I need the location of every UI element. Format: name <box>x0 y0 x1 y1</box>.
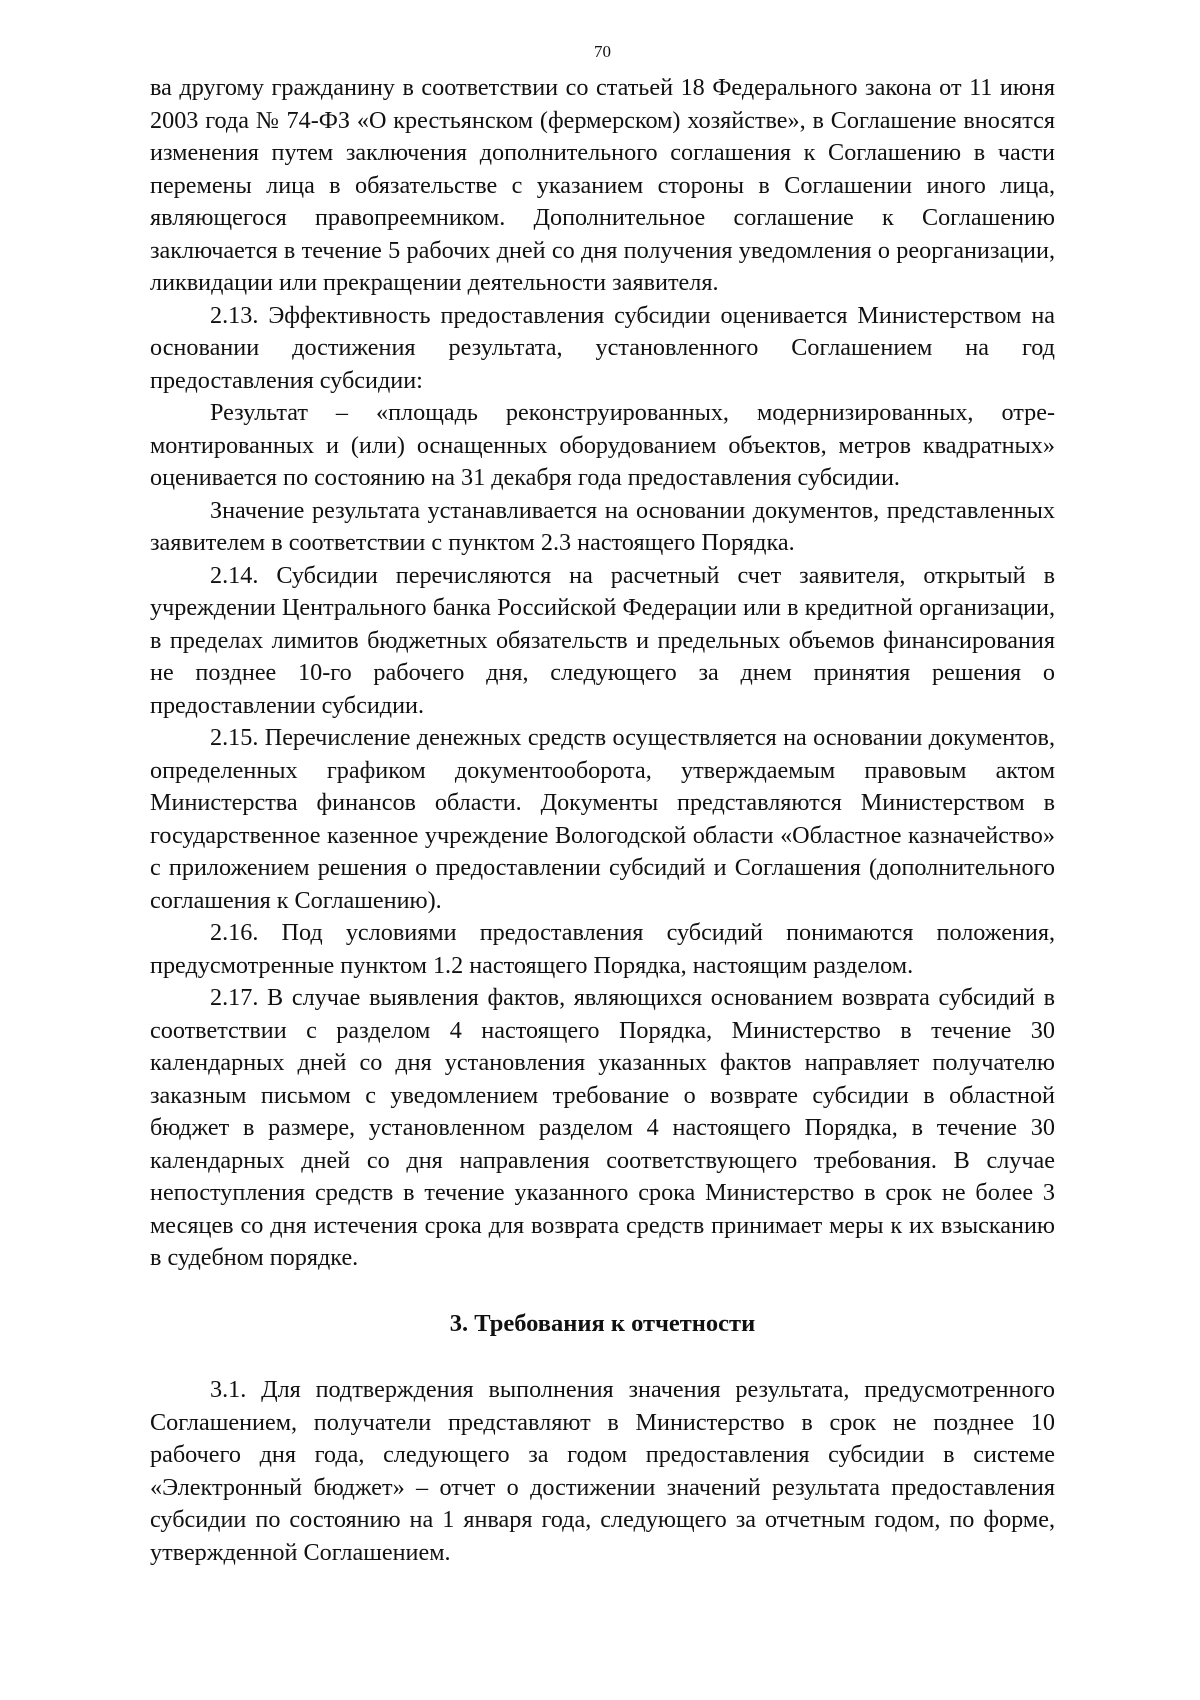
paragraph-2-16: 2.16. Под условиями предоставления субсидий понимаются положения, предусмотренные пунктом 1.2 настоящего Порядка, настоящим разделом. <box>150 919 1055 979</box>
section-heading: 3. Требования к отчетности <box>449 1309 756 1337</box>
paragraph-result: Результат – «площадь реконструированных, модернизированных, отремонтированных и (или) оснащенных оборудованием объектов, метров квадратных» оценивается по состоянию на 31 декабря года предоставления субсидии. <box>150 399 1055 491</box>
paragraph-2-14: 2.14. Субсидии перечисляются на расчетный счет заявителя, открытый в учреждении Центрального банка Российской Федерации или в кредитной организации, в пределах лимитов бюджетных обязательств и предельных объемов финансирования не позднее 10-го рабочего дня, следующего за днем принятия решения о предоставлении субсидии. <box>150 561 1055 719</box>
paragraph-result-value: Значение результата устанавливается на основании документов, представленных заявителем в соответствии с пунктом 2.3 настоящего Порядка. <box>150 496 1055 556</box>
document-page <box>150 42 1055 1682</box>
paragraph: ва другому гражданину в соответствии со статьей 18 Федерального закона от 11 июня 2003 года № 74-ФЗ «О крестьянском (фермерском) хозяйстве», в Соглашение вносятся изменения путем заключения дополнительного соглашения к Соглашению в части перемены лица в обязательстве с указанием стороны в Соглашении иного лица, являющегося правопреемником. Дополнительное соглашение к Соглашению заключается в течение 5 рабочих дней со дня получения уведомления о реорганизации, ликвидации или прекращении деятельности заявителя. <box>150 74 1055 296</box>
paragraph-2-15: 2.15. Перечисление денежных средств осуществляется на основании документов, определенных графиком документооборота, утверждаемым правовым актом Министерства финансов области. Документы представляются Министерством в государственное казенное учреждение Вологодской области «Областное казначейство» с приложением решения о предоставлении субсидий и Соглашения (дополнительного соглашения к Соглашению). <box>150 724 1055 914</box>
paragraph-2-13: 2.13. Эффективность предоставления субсидии оценивается Министерством на основании достижения результата, установленного Соглашением на год предоставления субсидии: <box>150 301 1055 394</box>
paragraph-3-1: 3.1. Для подтверждения выполнения значения результата, предусмотренного Соглашением, получатели представляют в Министерство в срок не позднее 10 рабочего дня года, следующего за годом предоставления субсидии в системе «Электронный бюджет» – отчет о достижении значений результата предоставления субсидии по состоянию на 1 января года, следующего за отчетным годом, по форме, утвержденной Соглашением. <box>150 1376 1055 1566</box>
body-text-bottom <box>150 1374 1055 1569</box>
page-number: 70 <box>594 42 611 61</box>
paragraph-2-17: 2.17. В случае выявления фактов, являющихся основанием возврата субсидий в соответствии с разделом 4 настоящего Порядка, Министерство в течение 30 календарных дней со дня установления указанных фактов направляет получателю заказным письмом с уведомлением требование о возврате субсидии в областной бюджет в размере, установленном разделом 4 настоящего Порядка, в течение 30 календарных дней со дня направления соответствующего требования. В случае непоступления средств в течение указанного срока Министерство в срок не более 3 месяцев со дня истечения срока для возврата средств принимает меры к их взысканию в судебном порядке. <box>150 984 1055 1271</box>
body-text-top <box>150 72 1055 1275</box>
